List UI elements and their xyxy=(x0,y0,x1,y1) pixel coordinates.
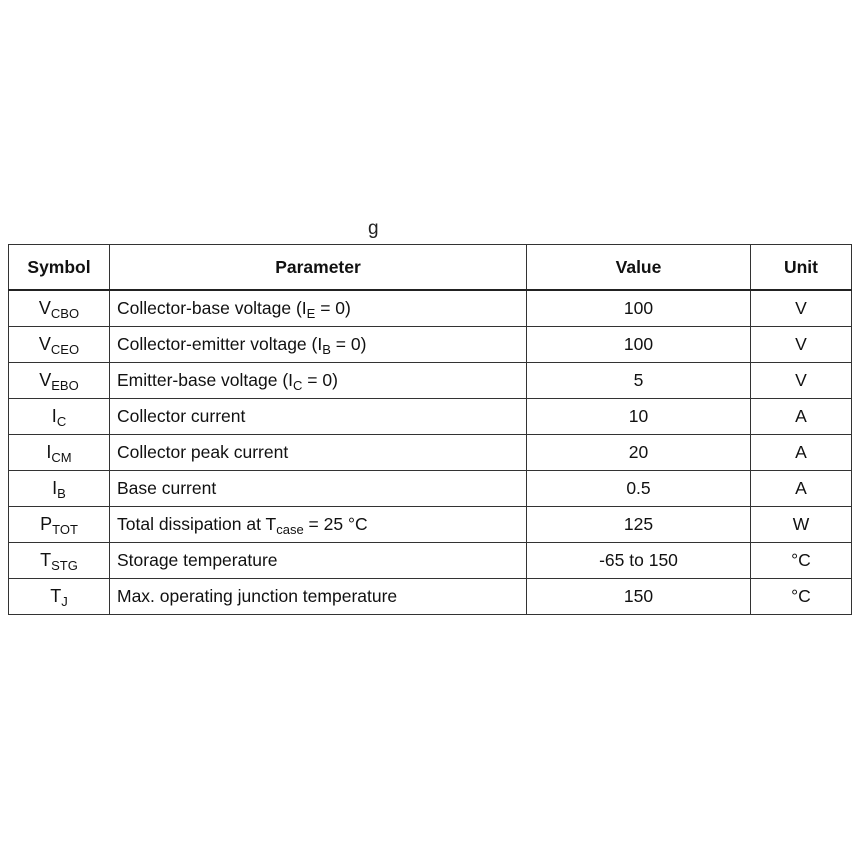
symbol-cell xyxy=(9,471,110,507)
parameter-text: Base current xyxy=(117,478,217,498)
symbol-base: I xyxy=(51,406,57,426)
unit-cell: A xyxy=(751,471,852,507)
parameter-text: Emitter-base voltage (I xyxy=(117,370,294,390)
symbol-subscript: STG xyxy=(51,558,78,573)
parameter-text-suffix: = 0) xyxy=(315,298,351,318)
parameter-cell xyxy=(110,363,527,399)
value-cell: 0.5 xyxy=(527,471,751,507)
unit-cell: °C xyxy=(751,579,852,615)
parameter-text: Total dissipation at T xyxy=(117,514,277,534)
parameter-subscript: case xyxy=(276,522,304,537)
value-cell: 100 xyxy=(527,327,751,363)
symbol-base: I xyxy=(52,478,58,498)
symbol-base: T xyxy=(40,550,52,570)
symbol-subscript: J xyxy=(61,594,68,609)
parameter-text: Collector peak current xyxy=(117,442,289,462)
symbol-base: I xyxy=(46,442,52,462)
symbol-cell xyxy=(9,363,110,399)
parameter-cell xyxy=(110,327,527,363)
symbol-subscript: TOT xyxy=(52,522,78,537)
value-cell: -65 to 150 xyxy=(527,543,751,579)
table-row xyxy=(9,363,852,399)
symbol-subscript: CBO xyxy=(50,306,80,321)
symbol-cell xyxy=(9,507,110,543)
value-cell: 150 xyxy=(527,579,751,615)
unit-cell: A xyxy=(751,435,852,471)
symbol-cell xyxy=(9,543,110,579)
parameter-cell xyxy=(110,543,527,579)
header-value: Value xyxy=(527,245,751,291)
clipped-caption-fragment: g xyxy=(368,218,379,239)
symbol-base: V xyxy=(38,334,51,354)
unit-cell: W xyxy=(751,507,852,543)
parameter-text: Collector-base voltage (I xyxy=(117,298,307,318)
symbol-cell xyxy=(9,579,110,615)
unit-cell: V xyxy=(751,327,852,363)
parameter-subscript: E xyxy=(306,306,316,321)
symbol-cell xyxy=(9,399,110,435)
parameter-text: Storage temperature xyxy=(117,550,278,570)
table-row xyxy=(9,290,852,327)
table-header-row xyxy=(9,245,852,291)
table-row xyxy=(9,543,852,579)
table-row xyxy=(9,435,852,471)
value-cell: 10 xyxy=(527,399,751,435)
absolute-maximum-ratings-table xyxy=(8,244,852,615)
parameter-text: Collector-emitter voltage (I xyxy=(117,334,323,354)
value-cell: 125 xyxy=(527,507,751,543)
symbol-subscript: C xyxy=(56,414,67,429)
value-cell: 20 xyxy=(527,435,751,471)
parameter-subscript: B xyxy=(322,342,331,357)
symbol-base: V xyxy=(39,370,52,390)
parameter-text-suffix: = 25 °C xyxy=(303,514,368,534)
parameter-cell xyxy=(110,471,527,507)
value-cell: 100 xyxy=(527,290,751,327)
parameter-cell xyxy=(110,507,527,543)
parameter-cell xyxy=(110,399,527,435)
symbol-cell xyxy=(9,327,110,363)
table-row xyxy=(9,507,852,543)
value-cell: 5 xyxy=(527,363,751,399)
parameter-text: Max. operating junction temperature xyxy=(117,586,398,606)
table-row xyxy=(9,327,852,363)
unit-cell: °C xyxy=(751,543,852,579)
symbol-subscript: CM xyxy=(51,450,72,465)
symbol-subscript: EBO xyxy=(51,378,79,393)
parameter-cell xyxy=(110,435,527,471)
unit-cell: A xyxy=(751,399,852,435)
header-parameter: Parameter xyxy=(110,245,527,291)
parameter-text-suffix: = 0) xyxy=(330,334,367,354)
unit-cell: V xyxy=(751,290,852,327)
parameter-text-suffix: = 0) xyxy=(302,370,338,390)
symbol-base: P xyxy=(40,514,53,534)
unit-cell: V xyxy=(751,363,852,399)
header-unit: Unit xyxy=(751,245,852,291)
symbol-subscript: B xyxy=(57,486,66,501)
table-row xyxy=(9,579,852,615)
symbol-base: T xyxy=(50,586,62,606)
header-symbol: Symbol xyxy=(9,245,110,291)
symbol-base: V xyxy=(38,298,51,318)
parameter-text: Collector current xyxy=(117,406,246,426)
table-row xyxy=(9,399,852,435)
symbol-subscript: CEO xyxy=(50,342,80,357)
table-row xyxy=(9,471,852,507)
symbol-cell xyxy=(9,290,110,327)
parameter-cell xyxy=(110,290,527,327)
parameter-subscript: C xyxy=(293,378,303,393)
symbol-cell xyxy=(9,435,110,471)
parameter-cell xyxy=(110,579,527,615)
